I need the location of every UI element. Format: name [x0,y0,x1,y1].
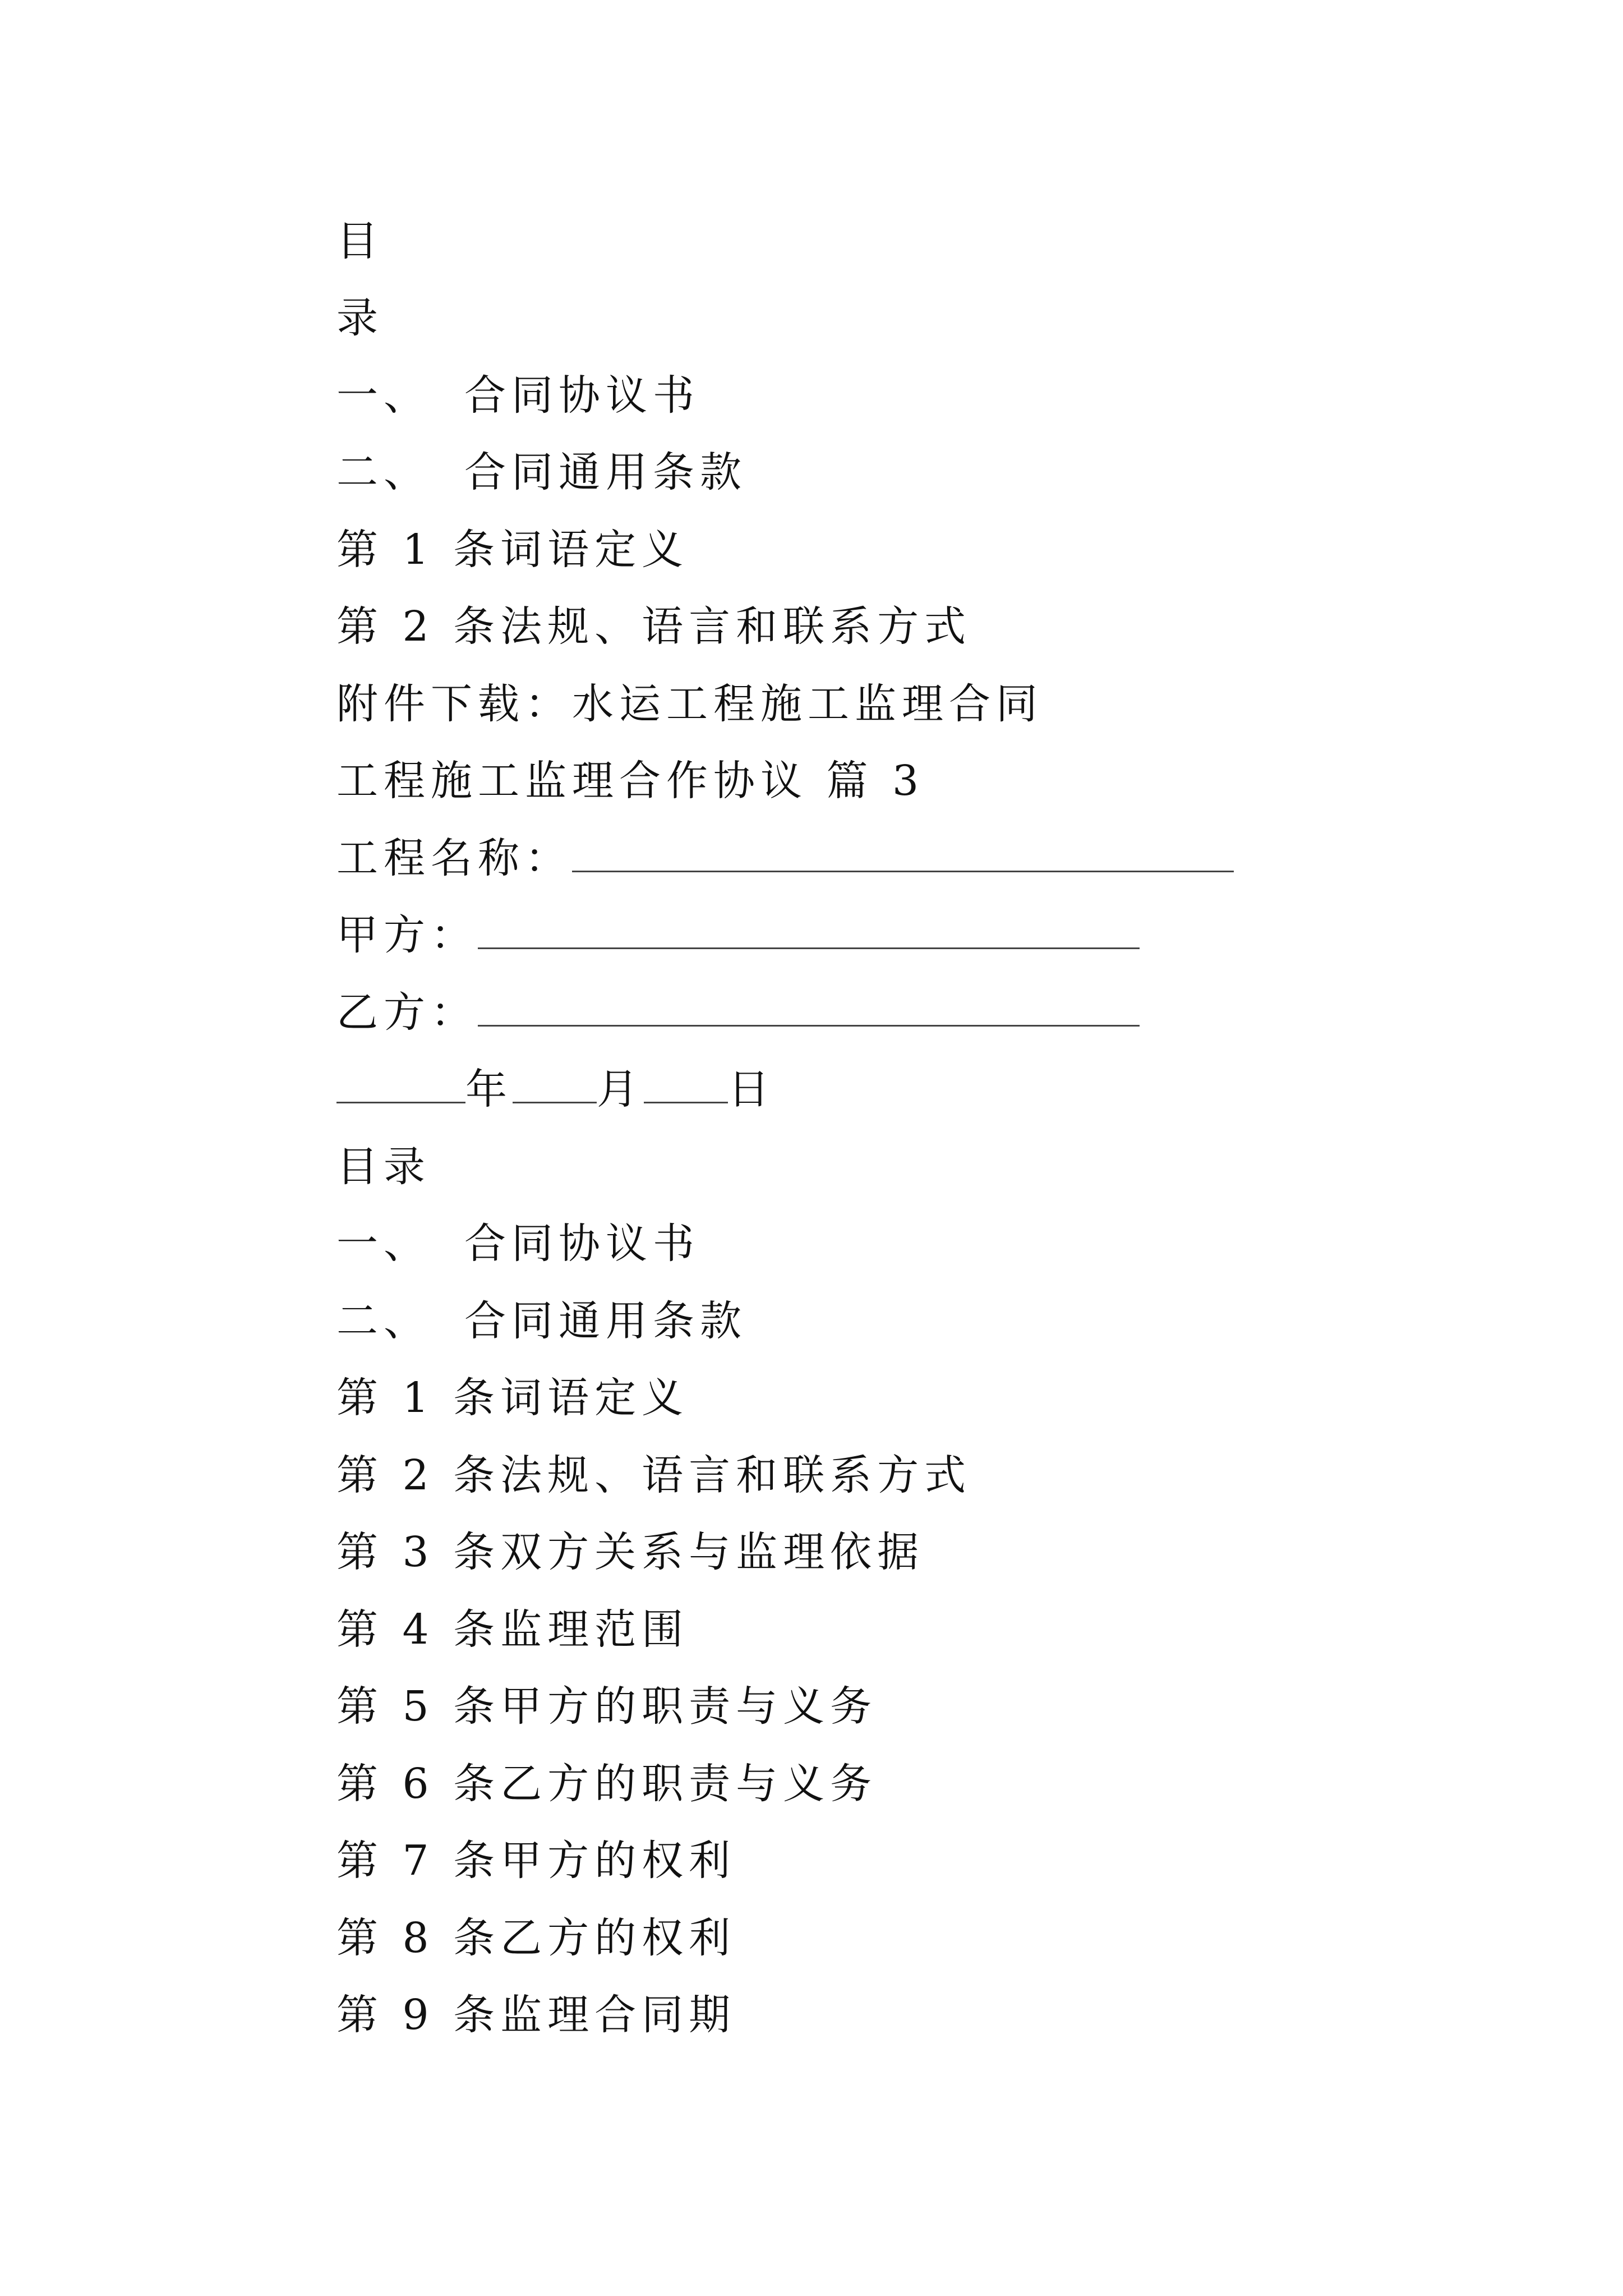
toc-item-number: 二、 [336,448,431,496]
toc-article-6: 第 6 条乙方的职责与义务 [336,1760,878,1808]
toc-item-label: 合同协议书 [464,1220,700,1268]
toc-article-9: 第 9 条监理合同期 [336,1991,736,2039]
toc-item-general-terms [336,444,747,500]
toc-item-agreement [336,1216,700,1272]
toc-article-2: 第 2 条法规、语言和联系方式 [336,1451,972,1499]
year-blank[interactable] [336,1066,465,1103]
toc-article-1: 第 1 条词语定义 [336,1374,689,1422]
toc-heading-char-2: 录 [336,294,384,342]
toc-item-general-terms [336,1293,747,1349]
day-blank[interactable] [644,1066,728,1103]
agreement-title: 工程施工监理合作协议 篇 3 [336,757,925,805]
toc-heading-char-1: 目 [336,217,384,265]
party-b-blank[interactable] [478,989,1140,1027]
toc-article-8: 第 8 条乙方的权利 [336,1914,736,1962]
toc-article-4: 第 4 条监理范围 [336,1605,689,1654]
toc-article-5: 第 5 条甲方的职责与义务 [336,1682,878,1731]
toc-article-3: 第 3 条双方关系与监理依据 [336,1528,925,1576]
project-name-field [336,830,1234,886]
project-name-label: 工程名称： [336,834,572,882]
year-label: 年 [465,1065,513,1114]
party-b-field [336,984,1140,1041]
toc-item-label: 合同通用条款 [464,1297,747,1345]
toc-article-2: 第 2 条法规、语言和联系方式 [336,602,972,651]
toc-item-number: 一、 [336,371,431,420]
toc-heading: 目录 [336,1143,431,1191]
party-a-field [336,907,1140,963]
attachment-download-line: 附件下载：水运工程施工监理合同 [336,680,1043,728]
project-name-blank[interactable] [572,835,1234,872]
party-b-label: 乙方： [336,988,478,1037]
party-a-blank[interactable] [478,912,1140,949]
toc-article-1: 第 1 条词语定义 [336,526,689,574]
toc-item-label: 合同通用条款 [464,448,747,496]
toc-item-number: 二、 [336,1297,431,1345]
date-field [336,1061,775,1117]
day-label: 日 [728,1065,775,1114]
month-label: 月 [597,1065,644,1114]
party-a-label: 甲方： [336,911,478,959]
toc-item-agreement [336,367,700,424]
toc-article-7: 第 7 条甲方的权利 [336,1837,736,1885]
toc-item-label: 合同协议书 [464,371,700,420]
month-blank[interactable] [513,1066,597,1103]
toc-item-number: 一、 [336,1220,431,1268]
